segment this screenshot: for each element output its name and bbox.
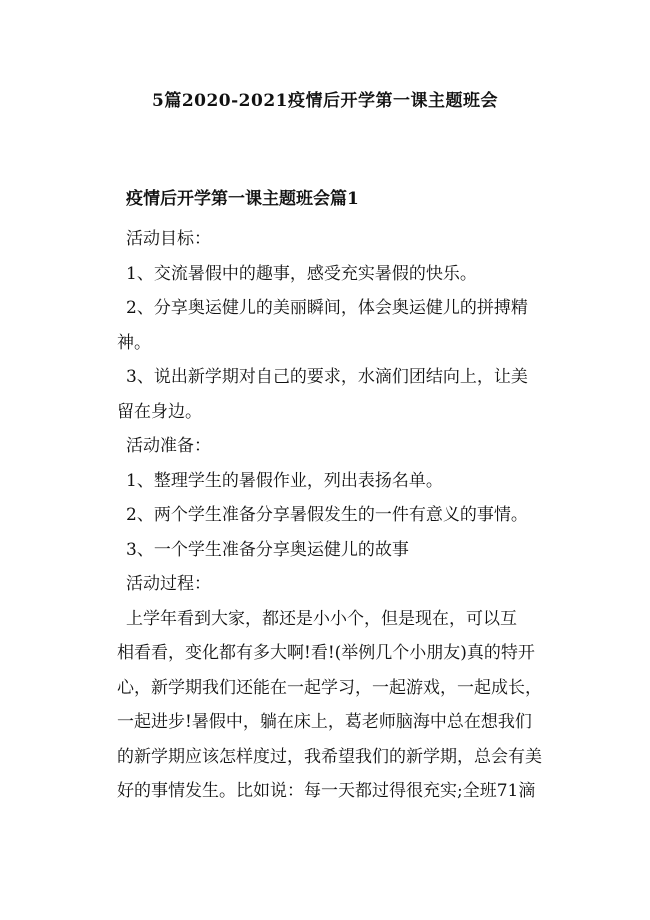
document-body: [117, 186, 542, 809]
preparation-item-1: 1、整理学生的暑假作业，列出表扬名单。: [126, 470, 443, 491]
heading-process: 活动过程：: [126, 574, 211, 594]
paragraph-line: 相看看，变化都有多大啊!看!(举例几个小朋友)真的特开: [117, 643, 535, 663]
goal-item-2: 2、分享奥运健儿的美丽瞬间，体会奥运健儿的拼搏精: [126, 298, 528, 318]
preparation-item-3: 3、一个学生准备分享奥运健儿的故事: [126, 539, 409, 560]
paragraph-line: 上学年看到大家，都还是小小个，但是现在，可以互: [126, 608, 517, 629]
process-paragraph: [117, 602, 542, 809]
section-heading: 疫情后开学第一课主题班会篇1: [126, 189, 359, 209]
goal-item-2-continued: 神。: [117, 332, 151, 353]
paragraph-line: 的新学期应该怎样度过，我希望我们的新学期，总会有美: [117, 746, 542, 767]
goal-item-3-continued: 留在身边。: [117, 401, 202, 422]
heading-preparation: 活动准备：: [126, 436, 211, 456]
goal-item-1: 1、交流暑假中的趣事，感受充实暑假的快乐。: [126, 263, 477, 284]
document-title: 5篇2020-2021疫情后开学第一课主题班会: [151, 91, 498, 111]
paragraph-line: 心，新学期我们还能在一起学习，一起游戏，一起成长，: [117, 677, 542, 698]
paragraph-line: 好的事情发生。比如说：每一天都过得很充实;全班71滴: [117, 781, 536, 801]
goal-item-3: 3、说出新学期对自己的要求，水滴们团结向上，让美: [126, 367, 528, 387]
heading-goals: 活动目标：: [126, 229, 211, 249]
paragraph-line: 一起进步!暑假中，躺在床上，葛老师脑海中总在想我们: [117, 712, 532, 732]
preparation-item-2: 2、两个学生准备分享暑假发生的一件有意义的事情。: [126, 505, 528, 525]
